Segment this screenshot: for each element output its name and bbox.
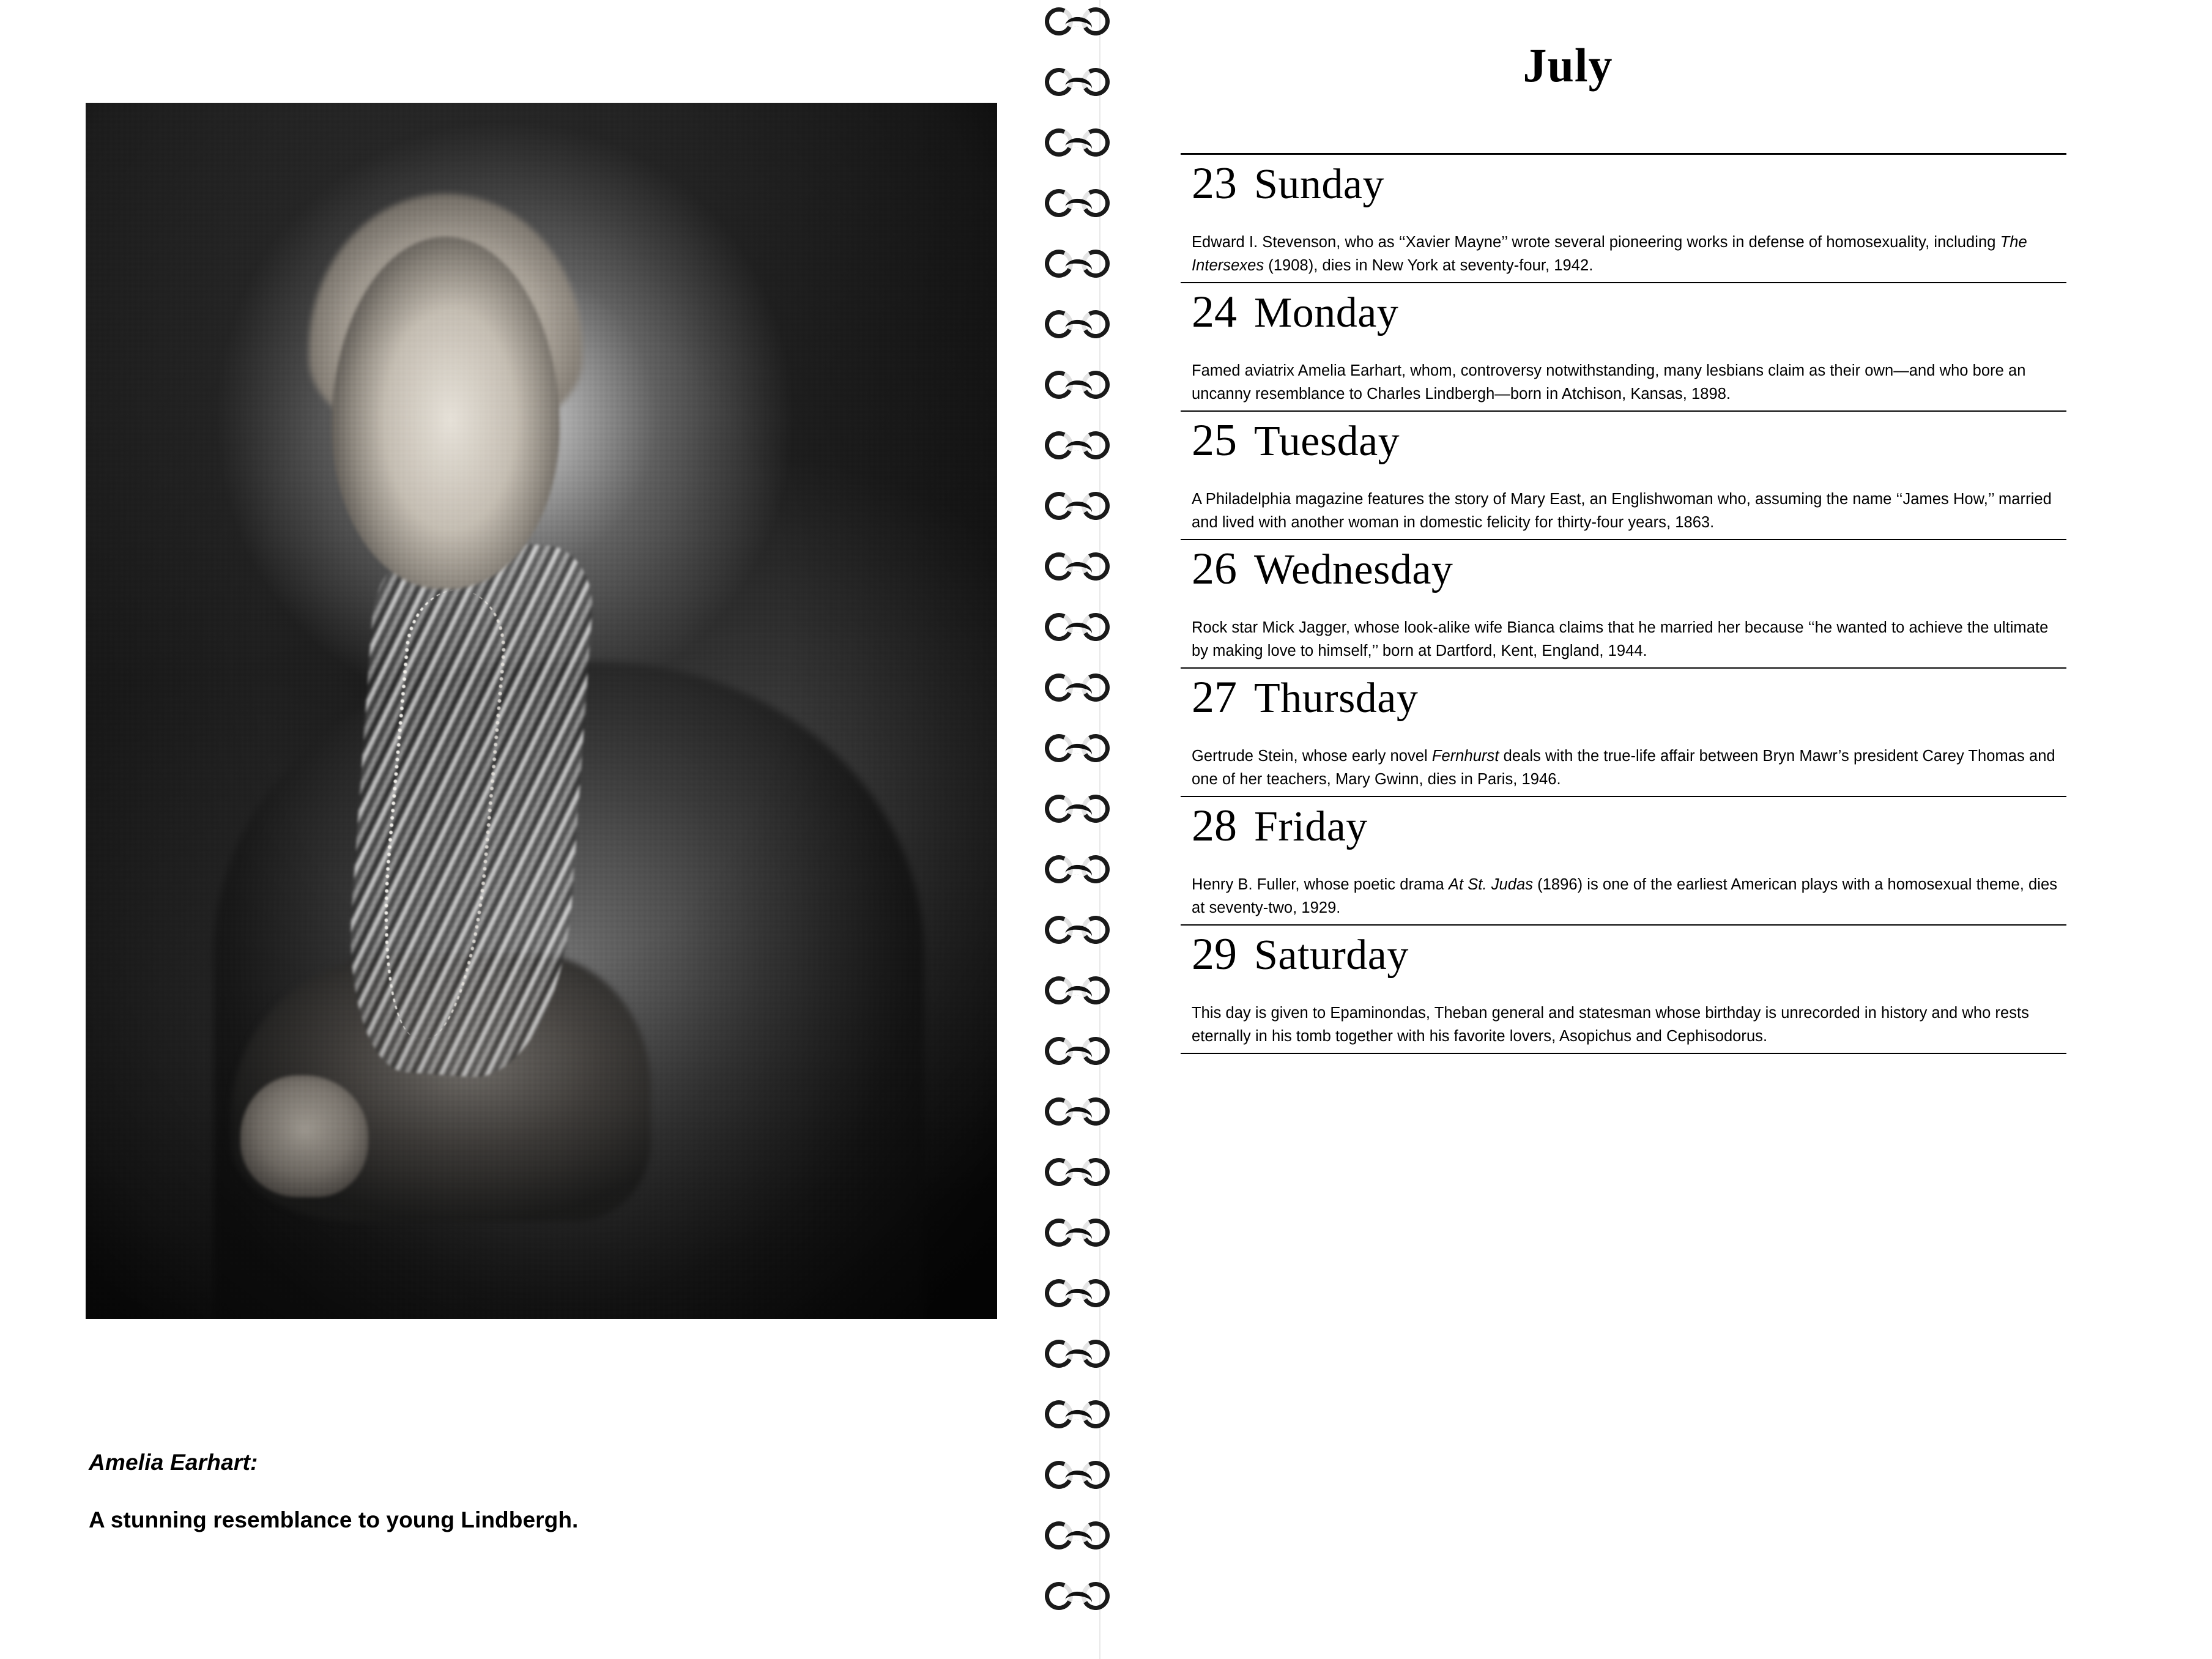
day-number: 24 [1192, 287, 1237, 337]
binding-ring-right [1078, 247, 1113, 281]
binding-ring-right [1078, 792, 1113, 826]
binding-ring-right [1078, 4, 1113, 39]
day-entry-text: Edward I. Stevenson, who as ‘‘Xavier Mayne’’ wrote several pioneering works in defense of homosexuality, including The Intersexes (1908), dies in New York at seventy-four, 1942. [1192, 233, 2027, 274]
binding-ring-right [1078, 428, 1113, 462]
day-name: Tuesday [1254, 418, 1400, 465]
binding-ring [1044, 913, 1175, 948]
photo-caption [89, 1450, 945, 1533]
photo-vignette [86, 103, 997, 1319]
day-block [1181, 797, 2066, 926]
left-page [0, 0, 1040, 1659]
day-name: Monday [1254, 289, 1399, 336]
day-number: 29 [1192, 929, 1237, 979]
binding-ring [1044, 1095, 1175, 1129]
binding-ring-right [1078, 1155, 1113, 1189]
day-header [1181, 926, 2066, 981]
binding-ring [1044, 1277, 1175, 1311]
binding-ring [1044, 1216, 1175, 1250]
binding-ring [1044, 732, 1175, 766]
caption-subject-name: Amelia Earhart: [89, 1450, 258, 1475]
binding-ring-right [1078, 1276, 1113, 1310]
day-entry-text: A Philadelphia magazine features the story of Mary East, an Englishwoman who, assuming the name ‘‘James How,’’ married and lived with another woman in domestic felicity for thirty-four years, 1863. [1192, 490, 2052, 531]
day-name: Thursday [1254, 675, 1419, 722]
day-block [1181, 412, 2066, 540]
binding-ring-right [1078, 973, 1113, 1008]
binding-ring [1044, 1034, 1175, 1069]
spiral-binding [1040, 0, 1181, 1659]
day-entry-text: Gertrude Stein, whose early novel Fernhurst deals with the true-life affair between Bryn Mawr’s president Carey Thomas and one of her teachers, Mary Gwinn, dies in Paris, 1946. [1192, 747, 2055, 788]
day-header [1181, 669, 2066, 724]
day-block [1181, 926, 2066, 1054]
day-name: Saturday [1254, 932, 1409, 979]
right-page [1181, 0, 2212, 1659]
binding-ring [1044, 65, 1175, 100]
binding-ring [1044, 974, 1175, 1008]
day-number: 27 [1192, 672, 1237, 722]
day-number: 25 [1192, 415, 1237, 466]
binding-ring [1044, 1337, 1175, 1371]
binding-ring [1044, 489, 1175, 524]
binding-ring [1044, 611, 1175, 645]
divider-rule [1181, 1053, 2066, 1054]
binding-ring-right [1078, 125, 1113, 160]
binding-ring-right [1078, 1215, 1113, 1250]
day-entry-text: Famed aviatrix Amelia Earhart, whom, controversy notwithstanding, many lesbians claim as their own—and who bore an uncanny resemblance to Charles Lindbergh—born in Atchison, Kansas, 1898. [1192, 362, 2026, 403]
binding-ring [1044, 429, 1175, 463]
day-block [1181, 540, 2066, 669]
binding-ring-right [1078, 368, 1113, 402]
day-number: 26 [1192, 544, 1237, 594]
day-number: 28 [1192, 801, 1237, 851]
binding-ring-right [1078, 1579, 1113, 1613]
binding-ring-right [1078, 307, 1113, 341]
day-block [1181, 669, 2066, 797]
caption-description: A stunning resemblance to young Lindbergh. [89, 1507, 579, 1532]
binding-ring [1044, 1458, 1175, 1493]
binding-ring-right [1078, 1518, 1113, 1553]
binding-ring [1044, 1579, 1175, 1614]
day-header [1181, 412, 2066, 467]
binding-ring-right [1078, 913, 1113, 947]
binding-ring-right [1078, 731, 1113, 765]
day-block [1181, 155, 2066, 283]
binding-ring-right [1078, 549, 1113, 584]
binding-ring-right [1078, 65, 1113, 99]
day-entry-text: Rock star Mick Jagger, whose look-alike wife Bianca claims that he married her because ‘‘he wanted to achieve the ultimate by making love to himself,’’ born at Dartford, Kent, England, 1944. [1192, 618, 2049, 659]
binding-ring [1044, 247, 1175, 281]
day-header [1181, 797, 2066, 852]
day-name: Wednesday [1254, 546, 1453, 593]
day-block [1181, 283, 2066, 412]
binding-ring-right [1078, 610, 1113, 644]
day-header [1181, 155, 2066, 210]
binding-ring [1044, 1156, 1175, 1190]
day-entry-text: This day is given to Epaminondas, Theban general and statesman whose birthday is unrecorded in history and who rests eternally in his tomb together with his favorite lovers, Asopichus and Cephisodorus. [1192, 1004, 2029, 1045]
binding-ring [1044, 792, 1175, 826]
day-entries-list [1181, 153, 2066, 1659]
binding-ring-right [1078, 1458, 1113, 1492]
binding-ring [1044, 187, 1175, 221]
binding-ring [1044, 308, 1175, 342]
binding-ring [1044, 1398, 1175, 1432]
binding-ring [1044, 671, 1175, 705]
binding-ring [1044, 368, 1175, 403]
day-name: Sunday [1254, 161, 1384, 208]
binding-ring-right [1078, 489, 1113, 523]
day-entry-text: Henry B. Fuller, whose poetic drama At St. Judas (1896) is one of the earliest American plays with a homosexual theme, dies at seventy-two, 1929. [1192, 875, 2058, 916]
binding-ring-right [1078, 1337, 1113, 1371]
binding-ring [1044, 5, 1175, 39]
day-number: 23 [1192, 158, 1237, 209]
amelia-earhart-photo [86, 103, 997, 1319]
binding-ring-right [1078, 670, 1113, 705]
day-header [1181, 540, 2066, 595]
binding-ring [1044, 853, 1175, 887]
binding-ring-right [1078, 852, 1113, 886]
month-title: July [1523, 39, 1613, 92]
day-name: Friday [1254, 803, 1368, 850]
binding-ring-right [1078, 186, 1113, 220]
binding-ring-right [1078, 1034, 1113, 1068]
day-header [1181, 283, 2066, 338]
binding-ring [1044, 126, 1175, 160]
binding-ring-right [1078, 1094, 1113, 1129]
binding-ring-right [1078, 1397, 1113, 1431]
binding-ring [1044, 1519, 1175, 1553]
binding-ring [1044, 550, 1175, 584]
